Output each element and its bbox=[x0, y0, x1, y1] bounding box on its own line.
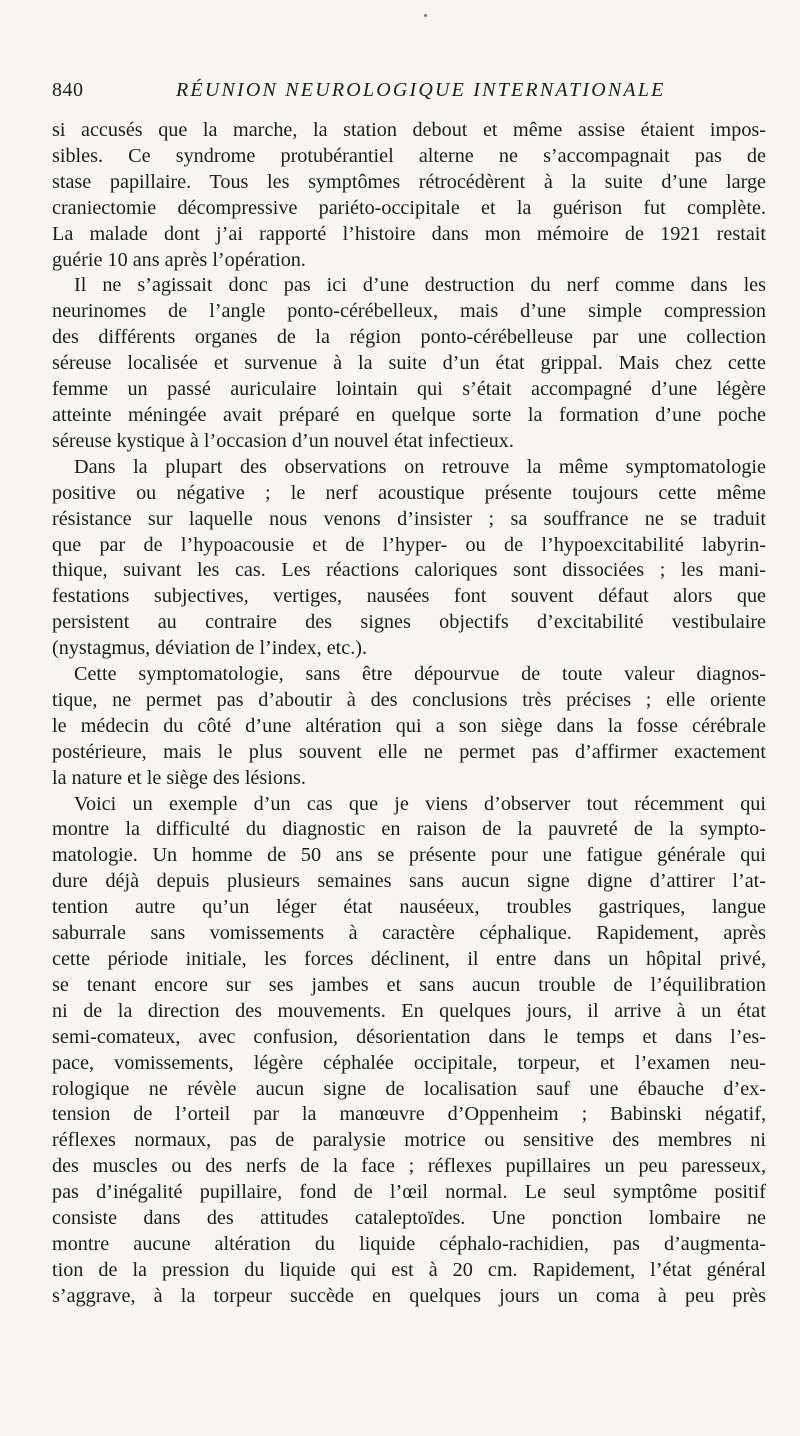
text-line: (nystagmus, déviation de l’index, etc.). bbox=[52, 637, 368, 660]
text-line: tension de l’orteil par la manœuvre d’Oppenheim ; Babinski négatif, bbox=[52, 1103, 766, 1126]
text-line: festations subjectives, vertiges, nausées font souvent défaut alors que bbox=[52, 585, 766, 608]
text-line: le médecin du côté d’une altération qui a son siège dans la fosse cérébrale bbox=[52, 714, 766, 737]
text-line: consiste dans des attitudes cataleptoïdes. Une ponction lombaire ne bbox=[52, 1207, 766, 1230]
text-line: résistance sur laquelle nous venons d’insister ; sa souffrance ne se traduit bbox=[52, 507, 766, 530]
text-line: Cette symptomatologie, sans être dépourvue de toute valeur diagnos- bbox=[74, 663, 766, 686]
paragraph-4 bbox=[52, 662, 766, 792]
text-line: pace, vomissements, légère céphalée occipitale, torpeur, et l’examen neu- bbox=[52, 1051, 766, 1074]
text-line: montre aucune altération du liquide céphalo-rachidien, pas d’augmenta- bbox=[52, 1232, 766, 1255]
text-line: La malade dont j’ai rapporté l’histoire dans mon mémoire de 1921 restait bbox=[52, 222, 766, 245]
text-line: sibles. Ce syndrome protubérantiel alterne ne s’accompagnait pas de bbox=[52, 144, 766, 167]
text-line: thique, suivant les cas. Les réactions caloriques sont dissociées ; les mani- bbox=[52, 559, 766, 582]
paragraph-5 bbox=[52, 792, 766, 1310]
text-line: guérie 10 ans après l’opération. bbox=[52, 248, 306, 271]
text-line: Il ne s’agissait donc pas ici d’une destruction du nerf comme dans les bbox=[74, 274, 766, 297]
text-line: cette période initiale, les forces déclinent, il entre dans un hôpital privé, bbox=[52, 948, 766, 970]
text-line: tion de la pression du liquide qui est à 20 cm. Rapidement, l’état général bbox=[52, 1258, 766, 1281]
text-line: Voici un exemple d’un cas que je viens d’observer tout récemment qui bbox=[74, 792, 766, 815]
text-line: postérieure, mais le plus souvent elle ne permet pas d’affirmer exactement bbox=[52, 740, 766, 763]
text-line: si accusés que la marche, la station debout et même assise étaient impos- bbox=[52, 119, 766, 141]
text-line: tique, ne permet pas d’aboutir à des conclusions très précises ; elle oriente bbox=[52, 688, 766, 711]
text-line: saburrale sans vomissements à caractère céphalique. Rapidement, après bbox=[52, 922, 766, 945]
text-line: Dans la plupart des observations on retrouve la même symptomatologie bbox=[74, 455, 766, 478]
text-line: femme un passé auriculaire lointain qui s’était accompagné d’une légère bbox=[52, 378, 766, 401]
text-line: semi-comateux, avec confusion, désorientation dans le temps et dans l’es- bbox=[52, 1025, 766, 1048]
text-line: séreuse kystique à l’occasion d’un nouvel état infectieux. bbox=[52, 429, 514, 452]
running-title: RÉUNION NEUROLOGIQUE INTERNATIONALE bbox=[176, 79, 666, 101]
text-line: craniectomie décompressive pariéto-occipitale et la guérison fut complète. bbox=[52, 196, 766, 219]
text-line: dure déjà depuis plusieurs semaines sans aucun signe digne d’attirer l’at- bbox=[52, 870, 766, 893]
text-line: se tenant encore sur ses jambes et sans aucun trouble de l’équilibration bbox=[52, 973, 766, 996]
text-line: séreuse localisée et survenue à la suite d’un état grippal. Mais chez cette bbox=[52, 352, 766, 375]
page-number: 840 bbox=[52, 79, 84, 101]
text-line: stase papillaire. Tous les symptômes rétrocédèrent à la suite d’une large bbox=[52, 170, 766, 193]
paragraph-1 bbox=[52, 118, 766, 273]
text-line: rologique ne révèle aucun signe de localisation sauf une ébauche d’ex- bbox=[52, 1077, 766, 1100]
text-line: atteinte méningée avait préparé en quelque sorte la formation d’une poche bbox=[52, 403, 766, 426]
paragraph-2 bbox=[52, 273, 766, 454]
text-line: tention autre qu’un léger état nauséeux, troubles gastriques, langue bbox=[52, 896, 766, 919]
text-line: des différents organes de la région ponto-cérébelleuse par une collection bbox=[52, 326, 766, 349]
text-line: que par de l’hypoacousie et de l’hyper- ou de l’hypoexcitabilité labyrin- bbox=[52, 533, 766, 556]
text-line: matologie. Un homme de 50 ans se présente pour une fatigue générale qui bbox=[52, 844, 766, 867]
text-line: montre la difficulté du diagnostic en raison de la pauvreté de la sympto- bbox=[52, 818, 766, 841]
text-line: des muscles ou des nerfs de la face ; réflexes pupillaires un peu paresseux, bbox=[52, 1155, 766, 1178]
text-line: persistent au contraire des signes objectifs d’excitabilité vestibulaire bbox=[52, 611, 766, 634]
text-line: positive ou négative ; le nerf acoustique présente toujours cette même bbox=[52, 481, 766, 504]
text-line: la nature et le siège des lésions. bbox=[52, 766, 306, 789]
text-line: ni de la direction des mouvements. En quelques jours, il arrive à un état bbox=[52, 999, 766, 1022]
print-speck bbox=[424, 14, 427, 17]
text-line: réflexes normaux, pas de paralysie motrice ou sensitive des membres ni bbox=[52, 1129, 766, 1152]
body-text bbox=[52, 118, 766, 1310]
paragraph-3 bbox=[52, 455, 766, 662]
text-line: neurinomes de l’angle ponto-cérébelleux, mais d’une simple compression bbox=[52, 300, 766, 323]
text-line: s’aggrave, à la torpeur succède en quelques jours un coma à peu près bbox=[52, 1284, 766, 1307]
text-line: pas d’inégalité pupillaire, fond de l’œil normal. Le seul symptôme positif bbox=[52, 1181, 766, 1204]
